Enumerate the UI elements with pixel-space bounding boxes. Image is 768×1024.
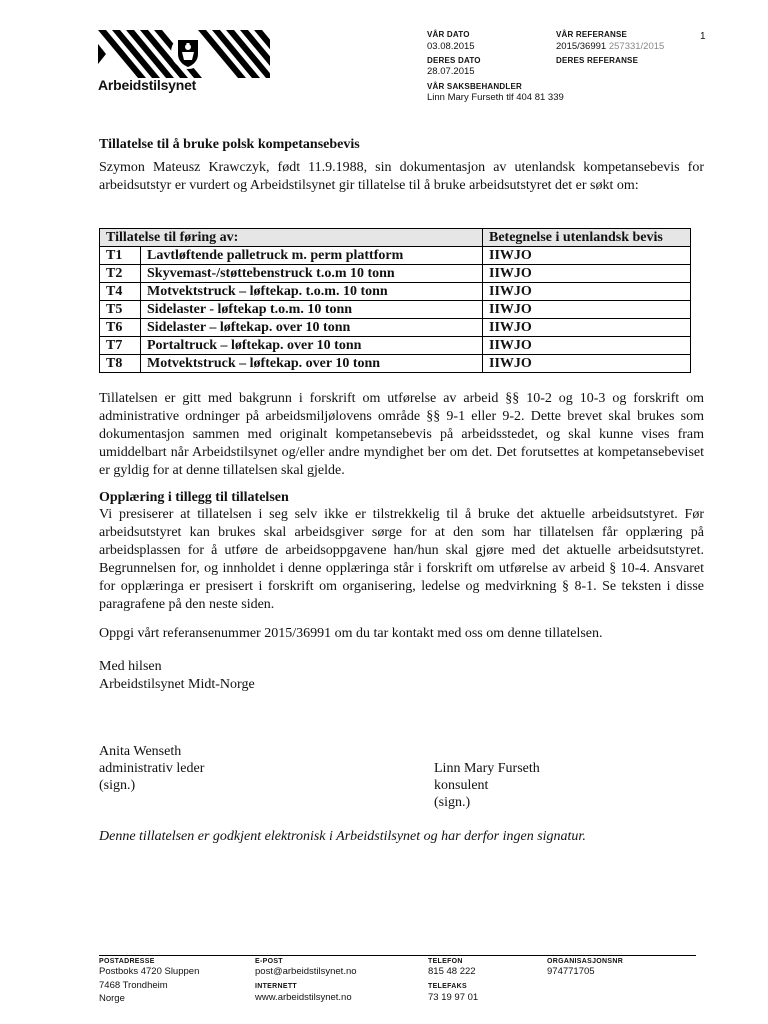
- row-code: T7: [100, 337, 141, 355]
- your-date: 28.07.2015: [427, 66, 475, 77]
- footer-email-label: E-POST: [255, 958, 283, 965]
- footer-email[interactable]: post@arbeidstilsynet.no: [255, 966, 357, 977]
- our-reference: [556, 41, 664, 52]
- footer-postal-line-1: Postboks 4720 Sluppen: [99, 966, 200, 977]
- row-foreign-ref: IIWJO: [483, 247, 691, 265]
- signatory-2-name: Linn Mary Furseth: [434, 761, 540, 776]
- footer-postal-line-3: Norge: [99, 993, 125, 1004]
- row-code: T6: [100, 319, 141, 337]
- signatory-1-role: administrativ leder: [99, 761, 205, 776]
- page-number: 1: [700, 31, 706, 42]
- table-row: [100, 265, 691, 283]
- table-header-row: [100, 229, 691, 247]
- signatory-1-name: Anita Wenseth: [99, 744, 182, 759]
- legal-basis-paragraph: Tillatelsen er gitt med bakgrunn i forskrift om utførelse av arbeid §§ 10-2 og 10-3 og forskrift om administrative ordninger på arbeidsmiljølovens område §§ 9-1 eller 9-2. Dette brevet skal brukes som dokumentasjon sammen med originalt kompetansebevis på arbeidsstedet, og skal kunne vises fram umiddelbart når Arbeidstilsynet og/eller andre myndighet ber om det. Det forutsettes at kompetansebeviset er gyldig for at denne tillatelsen skal gjelde.: [99, 391, 704, 478]
- signatory-2-sign: (sign.): [434, 795, 471, 810]
- row-code: T2: [100, 265, 141, 283]
- case-officer-label: VÅR SAKSBEHANDLER: [427, 82, 522, 91]
- table-row: [100, 301, 691, 319]
- our-reference-number: 2015/36991: [556, 41, 607, 52]
- closing-organization: Arbeidstilsynet Midt-Norge: [99, 677, 255, 692]
- row-description: Sidelaster – løftekap. over 10 tonn: [141, 319, 483, 337]
- footer-orgnr-label: ORGANISASJONSNR: [547, 958, 624, 965]
- row-foreign-ref: IIWJO: [483, 355, 691, 373]
- signatory-2-role: konsulent: [434, 778, 489, 793]
- signatory-1-sign: (sign.): [99, 778, 136, 793]
- footer-website[interactable]: www.arbeidstilsynet.no: [255, 992, 352, 1003]
- training-paragraph: Vi presiserer at tillatelsen i seg selv ikke er tilstrekkelig til å bruke det aktuelle arbeidsutstyret. Før arbeidsutstyret kan brukes skal arbeidsgiver sørge for at den som har tillatelsen får opplæring på arbeidsplassen for å utføre de arbeidsoppgavene han/hun skal gjøre med det aktuelle arbeidsutstyret. Begrunnelsen for, og innholdet i denne opplæringa står i forskrift om utførelse av arbeid § 10-4. Ansvaret for opplæringa er presisert i forskrift om organisering, ledelse og medvirkning § 8-1. Se teksten i disse paragrafene på den neste siden.: [99, 507, 704, 612]
- arbeidstilsynet-logo: [98, 30, 270, 94]
- row-foreign-ref: IIWJO: [483, 319, 691, 337]
- training-heading: Opplæring i tillegg til tillatelsen: [99, 490, 289, 505]
- row-foreign-ref: IIWJO: [483, 283, 691, 301]
- logo-stripes-icon: [98, 30, 270, 78]
- row-description: Sidelaster - løftekap t.o.m. 10 tonn: [141, 301, 483, 319]
- row-foreign-ref: IIWJO: [483, 301, 691, 319]
- row-code: T1: [100, 247, 141, 265]
- permission-table: [99, 228, 691, 373]
- table-header-foreign-designation: Betegnelse i utenlandsk bevis: [483, 229, 691, 247]
- our-date-label: VÅR DATO: [427, 30, 470, 39]
- closing-greeting: Med hilsen: [99, 659, 162, 674]
- reference-line: Oppgi vårt referansenummer 2015/36991 om du tar kontakt med oss om denne tillatelsen.: [99, 626, 603, 641]
- row-description: Motvektstruck – løftekap. t.o.m. 10 tonn: [141, 283, 483, 301]
- footer-postal-line-2: 7468 Trondheim: [99, 980, 168, 991]
- logo-wordmark: Arbeidstilsynet: [98, 77, 197, 93]
- footer-phone-label: TELEFON: [428, 958, 463, 965]
- row-description: Lavtløftende palletruck m. perm plattform: [141, 247, 483, 265]
- footer-website-label: INTERNETT: [255, 983, 297, 990]
- footer-postal-label: POSTADRESSE: [99, 958, 155, 965]
- row-description: Motvektstruck – løftekap. over 10 tonn: [141, 355, 483, 373]
- our-reference-label: VÅR REFERANSE: [556, 30, 628, 39]
- table-row: [100, 355, 691, 373]
- our-reference-extra: 257331/2015: [608, 41, 665, 52]
- row-code: T5: [100, 301, 141, 319]
- footer-divider: [99, 955, 696, 956]
- electronic-approval-note: Denne tillatelsen er godkjent elektronisk i Arbeidstilsynet og har derfor ingen signatur.: [99, 829, 586, 844]
- footer-phone: 815 48 222: [428, 966, 476, 977]
- intro-paragraph: Szymon Mateusz Krawczyk, født 11.9.1988, sin dokumentasjon av utenlandsk kompetansebevis for arbeidsutstyr er vurdert og Arbeidstilsynet gir tillatelse til å bruke arbeidsutstyret det er søkt om:: [99, 160, 704, 193]
- table-row: [100, 283, 691, 301]
- our-date: 03.08.2015: [427, 41, 475, 52]
- table-row: [100, 319, 691, 337]
- row-description: Portaltruck – løftekap. over 10 tonn: [141, 337, 483, 355]
- row-code: T4: [100, 283, 141, 301]
- row-description: Skyvemast-/støttebenstruck t.o.m 10 tonn: [141, 265, 483, 283]
- row-foreign-ref: IIWJO: [483, 265, 691, 283]
- your-reference-label: DERES REFERANSE: [556, 56, 639, 65]
- footer-fax: 73 19 97 01: [428, 992, 479, 1003]
- table-row: [100, 337, 691, 355]
- row-foreign-ref: IIWJO: [483, 337, 691, 355]
- row-code: T8: [100, 355, 141, 373]
- case-officer: Linn Mary Furseth tlf 404 81 339: [427, 92, 564, 103]
- table-header-permission: Tillatelse til føring av:: [100, 229, 483, 247]
- footer-orgnr: 974771705: [547, 966, 595, 977]
- footer-fax-label: TELEFAKS: [428, 983, 467, 990]
- your-date-label: DERES DATO: [427, 56, 481, 65]
- table-row: [100, 247, 691, 265]
- letter-title: Tillatelse til å bruke polsk kompetansebevis: [99, 137, 360, 152]
